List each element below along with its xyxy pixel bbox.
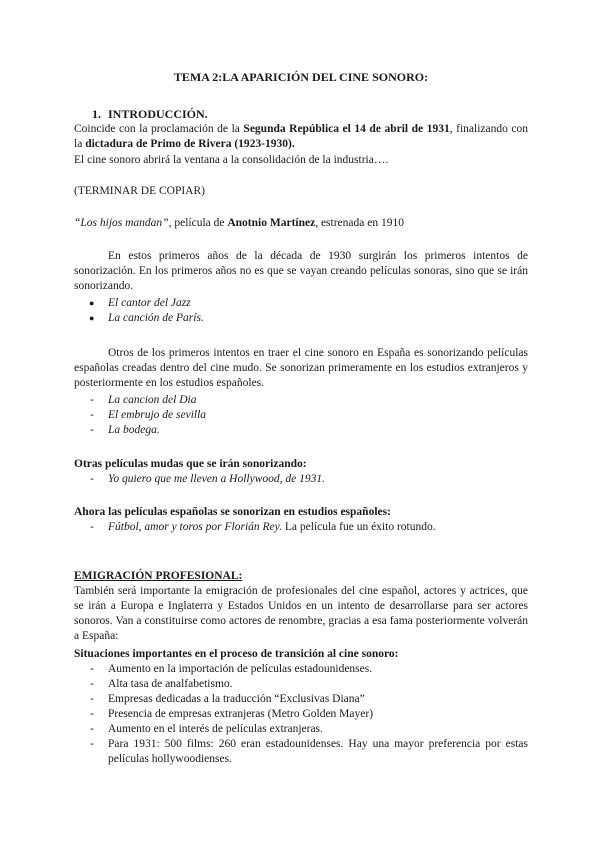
bold-run: dictadura de Primo de Rivera (1923-1930). [85,138,295,150]
paragraph-otros-intentos: Otros de los primeros intentos en traer el cine sonoro en España es sonorizando películas españolas creadas dentro del cine mudo. Se sonorizan primeramente en los estudios extranjeros y posteriormente en los estudios españoles. [74,347,528,389]
list-item [74,722,528,737]
list-item [74,296,528,311]
section-number: 1. [92,107,101,121]
section-heading-introduccion [92,107,208,122]
dash-list-espanolas [74,520,528,535]
text-run: Coincide con la proclamación de la [74,123,244,135]
list-item-text: El cantor del Jazz [108,297,191,309]
dash-icon: - [90,678,94,690]
dash-icon: - [90,738,94,750]
list-item [74,393,528,408]
list-item [74,692,528,707]
bullet-icon: ● [89,313,95,323]
dash-icon: - [90,473,94,485]
list-item-text: El embrujo de sevilla [108,409,207,421]
film-title: Fútbol, amor y toros por Florián Rey. [108,521,282,533]
subheading-peliculas-mudas: Otras películas mudas que se irán sonorizando: [74,458,307,470]
section-heading-emigracion: EMIGRACIÓN PROFESIONAL: [74,570,243,582]
paragraph-emigracion: También será importante la emigración de profesionales del cine español, actores y actrices, que se irán a Europa e Inglaterra y Estados Unidos en un intento de desarrollarse para ser actores sonoros. Van a constituirse como actores de renombre, gracias a esa fama posteriormente volverán a España: [74,585,528,642]
dash-icon: - [90,708,94,720]
list-item-text: La película fue un éxito rotundo. [281,521,436,533]
list-item-text: La cancion del Dia [108,394,197,406]
subheading-situaciones: Situaciones importantes en el proceso de transición al cine sonoro: [74,648,399,660]
list-item [74,520,528,535]
list-item-text: Aumento en el interés de películas extranjeras. [108,723,323,735]
dash-icon: - [90,409,94,421]
list-item [74,677,528,692]
subheading-peliculas-espanolas: Ahora las películas españolas se sonorizan en estudios españoles: [74,506,391,518]
text-run: , finalizando con la [74,123,528,150]
list-item-text: La canción de París. [108,312,204,324]
dash-icon: - [90,693,94,705]
film-line [74,216,528,231]
section-heading-text: INTRODUCCIÓN. [108,107,208,121]
dash-icon: - [90,663,94,675]
list-item [74,472,528,487]
list-item-text: Alta tasa de analfabetismo. [108,678,233,690]
copy-note: (TERMINAR DE COPIAR) [74,185,205,197]
list-item [74,311,528,326]
bullet-list-films [74,296,528,326]
list-item [74,408,528,423]
dash-icon: - [90,394,94,406]
director-name: Anotnio Martínez [227,217,316,229]
bold-run: Segunda República el 14 de abril de 1931 [243,123,450,135]
list-item-text: Para 1931: 500 films: 260 eran estadounidenses. Hay una mayor preferencia por estas películas hollywoodienses. [108,738,528,765]
intro-paragraph-1 [74,122,528,152]
film-title: “Los hijos mandan” [74,217,169,229]
list-item-text: Yo quiero que me lleven a Hollywood, de 1931. [108,473,325,485]
dash-icon: - [90,521,94,533]
text-run: , estrenada en 1910 [315,217,404,229]
intro-paragraph-2: El cine sonoro abrirá la ventana a la consolidación de la industria…. [74,154,389,166]
dash-icon: - [90,723,94,735]
list-item [74,423,528,438]
document-title: TEMA 2:LA APARICIÓN DEL CINE SONORO: [173,70,429,84]
text-run: , película de [168,217,228,229]
bullet-icon: ● [89,298,95,308]
dash-list-mudas [74,472,528,487]
list-item-text: Presencia de empresas extranjeras (Metro Golden Mayer) [108,708,374,720]
paragraph-primeros-intentos: En estos primeros años de la década de 1930 surgirán los primeros intentos de sonorización. En los primeros años no es que se vayan creando películas sonoras, sino que se irán sonorizando. [74,250,528,292]
list-item [74,662,528,677]
list-item-text: Aumento en la importación de películas estadounidenses. [108,663,373,675]
dash-list-situaciones [74,662,528,767]
list-item [74,737,528,767]
dash-list-sonorized-films [74,393,528,438]
list-item-text: La bodega. [108,424,160,436]
dash-icon: - [90,424,94,436]
list-item-text: Empresas dedicadas a la traducción “Exclusivas Diana” [108,693,365,705]
list-item [74,707,528,722]
